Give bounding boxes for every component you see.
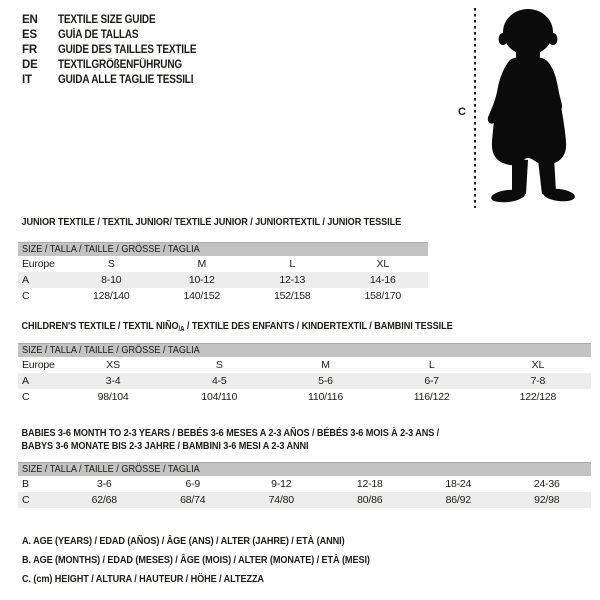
children-size-table (18, 357, 591, 405)
babies-size-section (18, 427, 591, 508)
size-cell: 6-9 (185, 478, 201, 490)
size-header-bar (18, 343, 591, 357)
language-code: EN (22, 14, 38, 26)
size-cell: 8-10 (101, 274, 122, 286)
junior-size-table (18, 256, 428, 304)
size-cell: 140/152 (183, 290, 221, 302)
size-cell: 3-4 (105, 375, 121, 387)
babies-table-title-line1: BABIES 3-6 MONTH TO 2-3 YEARS / BEBÉS 3-6 MESES A 2-3 AÑOS / BÉBÉS 3-6 MOIS À 2-3 ANS / (21, 427, 440, 439)
size-cell: XL (376, 258, 389, 270)
size-cell: 3-6 (96, 478, 112, 490)
row-label: B (22, 478, 29, 490)
height-measure-label: C (458, 106, 466, 118)
row-label: C (22, 494, 30, 506)
size-cell: XS (106, 359, 120, 371)
children-table-title (18, 320, 517, 332)
size-header-label: SIZE / TALLA / TAILLE / GRÖSSE / TAGLIA (22, 463, 200, 475)
language-row (22, 58, 217, 73)
table-row (18, 389, 591, 405)
size-header-label: SIZE / TALLA / TAILLE / GRÖSSE / TAGLIA (22, 344, 200, 356)
children-table-title-post: / TEXTILE DES ENFANTS / KINDERTEXTIL / BAMBINI TESSILE (184, 320, 453, 332)
size-cell: 86/92 (445, 494, 471, 506)
size-cell: 98/104 (97, 391, 129, 403)
babies-size-table (18, 476, 591, 508)
height-measure-line (474, 8, 476, 208)
children-table-title-sub: /A (178, 326, 185, 333)
size-cell: 62/68 (91, 494, 117, 506)
language-row (22, 73, 217, 88)
table-row (18, 373, 591, 389)
size-cell: 7-8 (530, 375, 546, 387)
children-table-title-pre: CHILDREN'S TEXTILE / TEXTIL NIÑO (21, 320, 179, 332)
footnote: A. AGE (YEARS) / EDAD (AÑOS) / ÂGE (ANS) / ALTER (JAHRE) / ETÀ (ANNI) (22, 535, 345, 547)
children-size-section (18, 320, 591, 405)
size-cell: 10-12 (188, 274, 215, 286)
language-code: ES (22, 29, 37, 41)
size-cell: 24-36 (533, 478, 560, 490)
table-row (18, 256, 428, 272)
size-header-bar (18, 462, 591, 476)
language-code: IT (22, 74, 32, 86)
junior-size-section (18, 216, 428, 304)
size-header-bar (18, 242, 428, 256)
table-row (18, 492, 591, 508)
size-cell: 104/110 (201, 391, 238, 403)
language-code: FR (22, 44, 37, 56)
size-cell: 12-18 (356, 478, 383, 490)
size-cell: 92/98 (534, 494, 560, 506)
language-code: DE (22, 59, 38, 71)
size-header-label: SIZE / TALLA / TAILLE / GRÖSSE / TAGLIA (22, 243, 200, 255)
footnote: C. (cm) HEIGHT / ALTURA / HAUTEUR / HÖHE / ALTEZZA (22, 573, 264, 585)
junior-table-title-text: JUNIOR TEXTILE / TEXTIL JUNIOR/ TEXTILE JUNIOR / JUNIORTEXTIL / JUNIOR TESSILE (21, 216, 402, 228)
size-cell: XL (531, 359, 545, 371)
language-label: GUÍA DE TALLAS (58, 29, 139, 41)
language-label: TEXTILGRÖßENFÜHRUNG (58, 59, 182, 71)
size-cell: L (428, 359, 435, 371)
language-label: GUIDA ALLE TAGLIE TESSILI (58, 74, 194, 86)
row-label: Europe (22, 258, 55, 270)
size-cell: 18-24 (445, 478, 472, 490)
size-cell: 158/170 (364, 290, 402, 302)
size-cell: S (215, 359, 223, 371)
size-cell: M (321, 359, 330, 371)
babies-table-title-line2: BABYS 3-6 MONATE BIS 2-3 JAHRE / BAMBINI 3-6 MESI A 2-3 ANNI (21, 440, 309, 452)
row-label: C (22, 290, 30, 302)
table-row (18, 272, 428, 288)
row-label: Europe (22, 359, 55, 371)
language-label: TEXTILE SIZE GUIDE (58, 14, 156, 26)
babies-table-title (18, 427, 517, 453)
size-cell: S (107, 258, 115, 270)
table-row (18, 357, 591, 373)
language-row (22, 13, 217, 28)
size-cell: 152/158 (273, 290, 311, 302)
footnotes (22, 532, 422, 589)
table-row (18, 288, 428, 304)
size-cell: 80/86 (357, 494, 383, 506)
size-cell: 128/140 (92, 290, 130, 302)
footnote: B. AGE (MONTHS) / EDAD (MESES) / ÂGE (MOIS) / ALTER (MONATE) / ETÀ (MESI) (22, 554, 370, 566)
baby-silhouette (480, 8, 584, 208)
row-label: A (22, 274, 29, 286)
language-row (22, 43, 217, 58)
row-label: A (22, 375, 29, 387)
size-cell: 116/122 (413, 391, 450, 403)
row-label: C (22, 391, 30, 403)
size-cell: 5-6 (318, 375, 333, 387)
size-cell: 12-13 (279, 274, 306, 286)
size-cell: 74/80 (268, 494, 294, 506)
size-cell: 110/116 (307, 391, 343, 403)
junior-table-title (18, 216, 402, 228)
size-cell: 9-12 (271, 478, 292, 490)
size-cell: 4-5 (211, 375, 227, 387)
size-cell: L (289, 258, 296, 270)
size-cell: 68/74 (180, 494, 206, 506)
size-cell: 14-16 (369, 274, 396, 286)
language-list (22, 13, 217, 88)
size-cell: M (197, 258, 207, 270)
table-row (18, 476, 591, 492)
size-cell: 6-7 (424, 375, 439, 387)
size-cell: 122/128 (519, 391, 557, 403)
language-label: GUIDE DES TAILLES TEXTILE (58, 44, 197, 56)
language-row (22, 28, 217, 43)
